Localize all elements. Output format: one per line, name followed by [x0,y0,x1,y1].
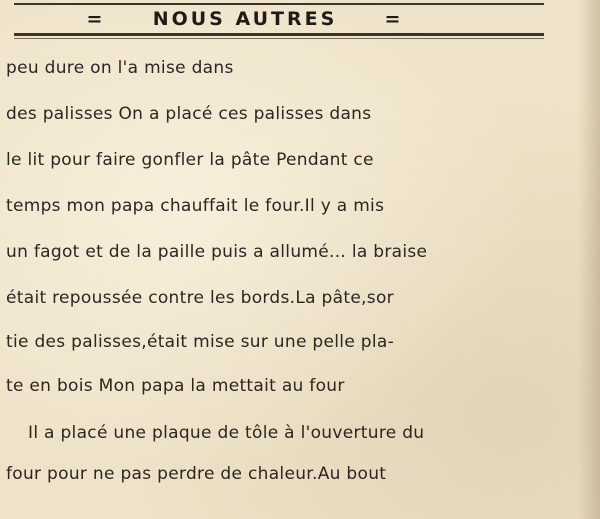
text-line-1: peu dure on l'a mise dans [6,58,234,78]
header-left-mark: = [86,8,106,30]
text-line-3: le lit pour faire gonfler la pâte Pendant ce [6,150,374,170]
page-title: NOUS AUTRES [152,8,338,30]
text-line-10: four pour ne pas perdre de chaleur.Au bout [6,464,387,484]
text-line-2: des palisses On a placé ces palisses dans [6,104,372,124]
header-right-mark: = [384,8,404,30]
header-title-row [0,8,490,30]
header-bottom-rule [14,33,544,36]
header-bottom-thin-rule [14,38,544,39]
text-line-9: Il a placé une plaque de tôle à l'ouverture du [28,423,425,443]
text-line-5: un fagot et de la paille puis a allumé... la braise [6,242,428,262]
text-line-6: était repoussée contre les bords.La pâte,sor [6,288,394,308]
text-line-7: tie des palisses,était mise sur une pelle pla- [6,332,395,352]
text-line-8: te en bois Mon papa la mettait au four [6,376,345,396]
text-line-4: temps mon papa chauffait le four.Il y a mis [6,196,385,216]
page-edge-shadow [578,0,600,519]
page-header [0,0,560,40]
header-top-rule [14,3,544,5]
